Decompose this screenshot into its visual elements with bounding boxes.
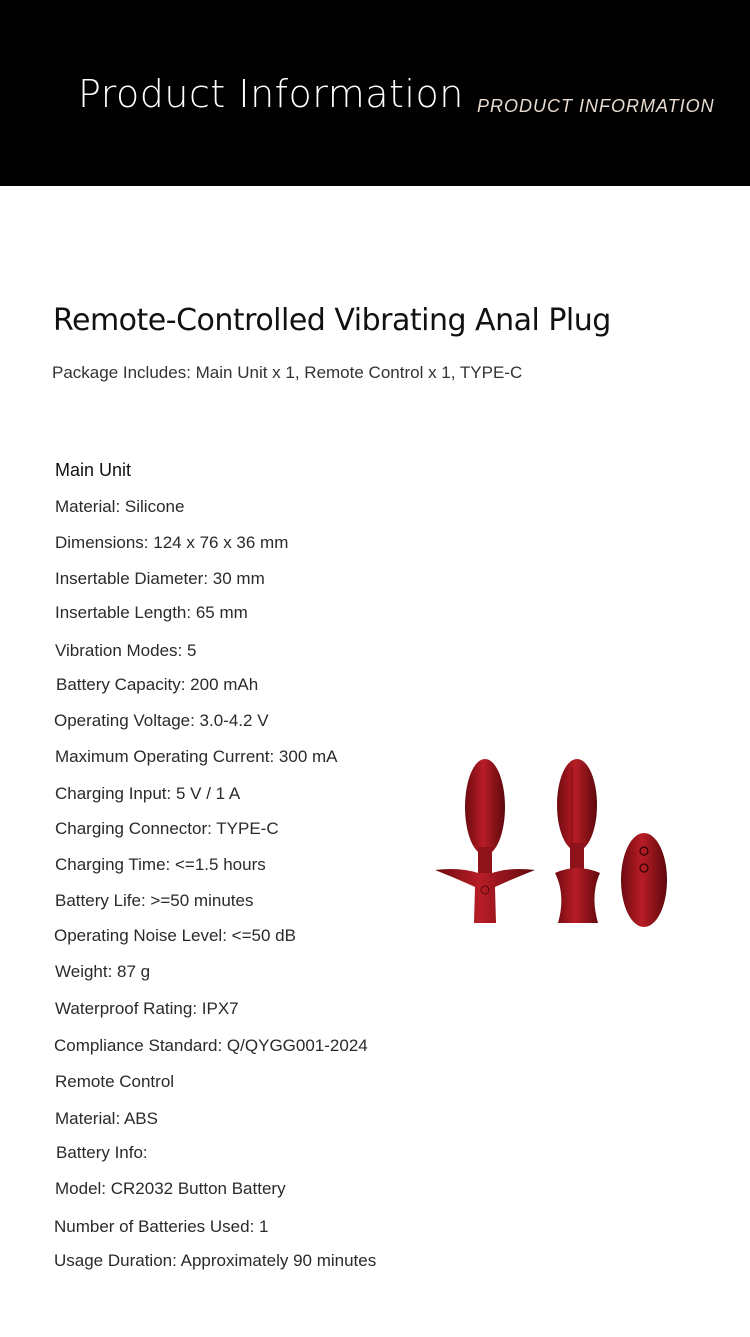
remote-control-device [621, 833, 667, 927]
spec-weight: Weight: 87 g [55, 962, 151, 981]
spec-insertable-diameter: Insertable Diameter: 30 mm [55, 569, 265, 588]
spec-insertable-length: Insertable Length: 65 mm [55, 603, 248, 622]
spec-battery-count: Number of Batteries Used: 1 [54, 1217, 269, 1236]
remote-control-heading: Remote Control [55, 1072, 175, 1091]
spec-battery-capacity: Battery Capacity: 200 mAh [56, 675, 259, 694]
spec-material: Material: Silicone [55, 497, 185, 516]
header-subtitle: PRODUCT INFORMATION [477, 96, 715, 116]
spec-battery-info: Battery Info: [56, 1143, 148, 1162]
spec-battery-life: Battery Life: >=50 minutes [55, 891, 254, 910]
spec-charging-input: Charging Input: 5 V / 1 A [55, 784, 241, 803]
spec-compliance: Compliance Standard: Q/QYGG001-2024 [54, 1036, 368, 1055]
spec-vibration-modes: Vibration Modes: 5 [55, 641, 197, 660]
product-title: Remote-Controlled Vibrating Anal Plug [53, 303, 611, 338]
plug-front-view [435, 759, 535, 923]
spec-dimensions: Dimensions: 124 x 76 x 36 mm [55, 533, 289, 552]
package-includes: Package Includes: Main Unit x 1, Remote Control x 1, TYPE-C [52, 363, 523, 382]
spec-charging-time: Charging Time: <=1.5 hours [55, 855, 266, 874]
spec-max-current: Maximum Operating Current: 300 mA [55, 747, 338, 766]
spec-charging-connector: Charging Connector: TYPE-C [55, 819, 279, 838]
spec-usage-duration: Usage Duration: Approximately 90 minutes [54, 1251, 377, 1270]
spec-battery-model: Model: CR2032 Button Battery [55, 1179, 286, 1198]
main-unit-heading: Main Unit [55, 460, 132, 480]
product-image [430, 755, 680, 935]
plug-side-view [555, 759, 600, 923]
header-banner [0, 0, 750, 186]
header-title: Product Information [78, 72, 464, 116]
spec-waterproof: Waterproof Rating: IPX7 [55, 999, 239, 1018]
spec-operating-voltage: Operating Voltage: 3.0-4.2 V [54, 711, 269, 730]
spec-noise-level: Operating Noise Level: <=50 dB [54, 926, 296, 945]
spec-remote-material: Material: ABS [55, 1109, 158, 1128]
